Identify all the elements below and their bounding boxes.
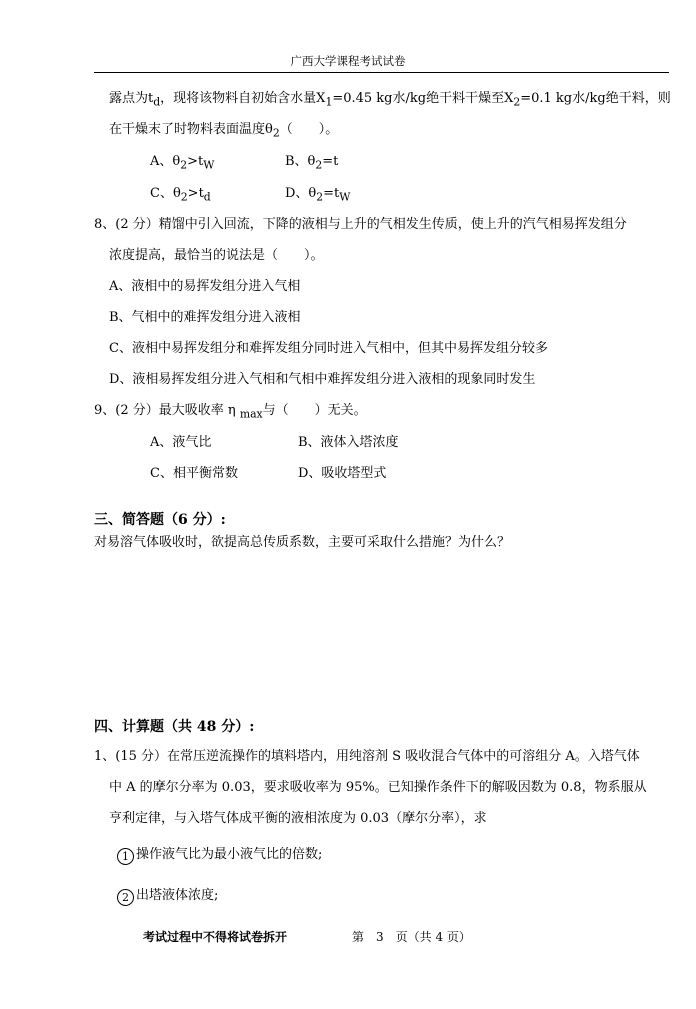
q8-stem-line-2: 浓度提高，最恰当的说法是（ ）。	[109, 248, 324, 263]
calc-q1-line-3: 亨利定律，与入塔气体成平衡的液相浓度为 0.03（摩尔分率），求	[109, 811, 487, 826]
q7-option-b: B、$\theta_2=t$	[285, 154, 339, 172]
calc-q1-subquestion-2	[117, 887, 218, 906]
circled-number-2: 2	[117, 889, 134, 906]
q9-option-b: B、液体入塔浓度	[298, 435, 399, 450]
q9-option-d: D、吸收塔型式	[298, 466, 387, 481]
q8-option-a: A、液相中的易挥发组分进入气相	[109, 279, 301, 294]
q8-option-c: C、液相中易挥发组分和难挥发组分同时进入气相中，但其中易挥发组分较多	[109, 341, 548, 356]
q9-option-a: A、液气比	[150, 435, 212, 450]
footer-page-number: 第 3 页（共 4 页）	[352, 930, 471, 944]
section-3-question: 对易溶气体吸收时，欲提高总传质系数，主要可采取什么措施？为什么？	[94, 535, 511, 550]
q9-option-c: C、相平衡常数	[150, 466, 238, 481]
subquestion-1-text: 操作液气比为最小液气比的倍数;	[136, 847, 323, 862]
q7-continuation-line-2: 在干燥末了时物料表面温度$\theta_2$（ ）。	[109, 122, 339, 140]
q7-option-c: C、$\theta_2>t_d$	[150, 186, 211, 204]
subquestion-2-text: 出塔液体浓度;	[136, 888, 219, 903]
q9-stem: 9、(2 分）最大吸收率 η $_{max}$与（ ）无关。	[94, 403, 367, 421]
q8-stem-line-1: 8、(2 分）精馏中引入回流，下降的液相与上升的气相发生传质，使上升的汽气相易挥发组分	[94, 217, 627, 232]
q8-option-d: D、液相易挥发组分进入气相和气相中难挥发组分进入液相的现象同时发生	[109, 372, 536, 387]
page-header: 广西大学课程考试试卷	[290, 54, 406, 68]
circled-number-1: 1	[117, 848, 134, 865]
q7-continuation-line-1: 露点为$t_d$，现将该物料自初始含水量$X_1=0.45$ kg水/kg绝干料干燥至$X_2=0.1$ kg水/kg绝干料，则	[109, 91, 671, 109]
section-3-heading: 三、简答题（6 分）:	[94, 512, 226, 528]
q8-option-b: B、气相中的难挥发组分进入液相	[109, 310, 301, 325]
header-rule	[94, 72, 669, 73]
q7-option-d: D、$\theta_2=t_W$	[285, 186, 351, 204]
section-4-heading: 四、计算题（共 48 分）:	[94, 719, 255, 735]
calc-q1-subquestion-1	[117, 846, 322, 865]
q7-option-a: A、$\theta_2>t_W$	[150, 154, 215, 172]
footer-notice: 考试过程中不得将试卷拆开	[143, 930, 288, 944]
calc-q1-line-2: 中 A 的摩尔分率为 0.03，要求吸收率为 95%。已知操作条件下的解吸因数为 0.8，物系服从	[109, 780, 647, 795]
calc-q1-line-1: 1、(15 分）在常压逆流操作的填料塔内，用纯溶剂 S 吸收混合气体中的可溶组分 A。入塔气体	[94, 749, 640, 764]
